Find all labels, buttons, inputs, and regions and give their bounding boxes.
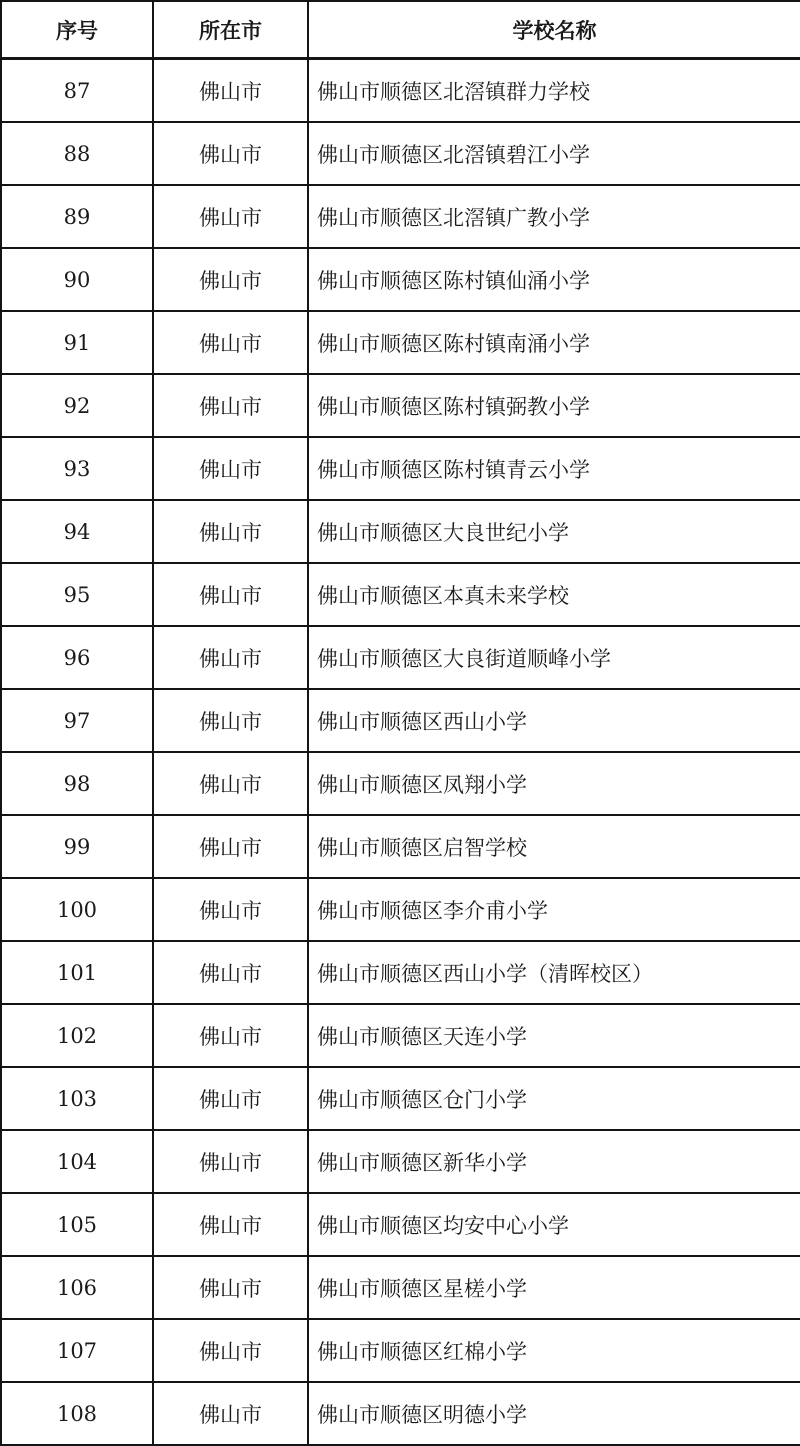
school-name-cell: 佛山市顺德区西山小学（清晖校区） bbox=[308, 941, 800, 1004]
header-row bbox=[1, 1, 800, 59]
header-cell-city: 所在市 bbox=[153, 1, 308, 59]
school-name-cell: 佛山市顺德区北滘镇群力学校 bbox=[308, 59, 800, 123]
table-row bbox=[1, 59, 800, 123]
city-cell: 佛山市 bbox=[153, 941, 308, 1004]
school-name-cell: 佛山市顺德区陈村镇仙涌小学 bbox=[308, 248, 800, 311]
row-number-cell: 87 bbox=[1, 59, 153, 123]
school-name-cell: 佛山市顺德区李介甫小学 bbox=[308, 878, 800, 941]
city-cell: 佛山市 bbox=[153, 1319, 308, 1382]
city-cell: 佛山市 bbox=[153, 59, 308, 123]
school-name-cell: 佛山市顺德区启智学校 bbox=[308, 815, 800, 878]
city-cell: 佛山市 bbox=[153, 1256, 308, 1319]
table-row bbox=[1, 1256, 800, 1319]
city-cell: 佛山市 bbox=[153, 248, 308, 311]
table-body bbox=[1, 59, 800, 1446]
row-number-cell: 101 bbox=[1, 941, 153, 1004]
school-name-cell: 佛山市顺德区本真未来学校 bbox=[308, 563, 800, 626]
row-number-cell: 103 bbox=[1, 1067, 153, 1130]
table-row bbox=[1, 941, 800, 1004]
city-cell: 佛山市 bbox=[153, 815, 308, 878]
row-number-cell: 93 bbox=[1, 437, 153, 500]
school-name-cell: 佛山市顺德区星槎小学 bbox=[308, 1256, 800, 1319]
school-name-cell: 佛山市顺德区红棉小学 bbox=[308, 1319, 800, 1382]
row-number-cell: 92 bbox=[1, 374, 153, 437]
school-name-cell: 佛山市顺德区新华小学 bbox=[308, 1130, 800, 1193]
row-number-cell: 91 bbox=[1, 311, 153, 374]
city-cell: 佛山市 bbox=[153, 500, 308, 563]
row-number-cell: 100 bbox=[1, 878, 153, 941]
table-row bbox=[1, 878, 800, 941]
table-row bbox=[1, 626, 800, 689]
table-row bbox=[1, 752, 800, 815]
row-number-cell: 98 bbox=[1, 752, 153, 815]
table-row bbox=[1, 563, 800, 626]
school-name-cell: 佛山市顺德区西山小学 bbox=[308, 689, 800, 752]
city-cell: 佛山市 bbox=[153, 311, 308, 374]
table-row bbox=[1, 815, 800, 878]
header-cell-no: 序号 bbox=[1, 1, 153, 59]
row-number-cell: 105 bbox=[1, 1193, 153, 1256]
city-cell: 佛山市 bbox=[153, 122, 308, 185]
table-row bbox=[1, 437, 800, 500]
city-cell: 佛山市 bbox=[153, 1067, 308, 1130]
row-number-cell: 95 bbox=[1, 563, 153, 626]
city-cell: 佛山市 bbox=[153, 1130, 308, 1193]
school-name-cell: 佛山市顺德区陈村镇青云小学 bbox=[308, 437, 800, 500]
city-cell: 佛山市 bbox=[153, 1382, 308, 1445]
row-number-cell: 99 bbox=[1, 815, 153, 878]
row-number-cell: 104 bbox=[1, 1130, 153, 1193]
school-name-cell: 佛山市顺德区凤翔小学 bbox=[308, 752, 800, 815]
row-number-cell: 107 bbox=[1, 1319, 153, 1382]
city-cell: 佛山市 bbox=[153, 1004, 308, 1067]
school-name-cell: 佛山市顺德区大良世纪小学 bbox=[308, 500, 800, 563]
row-number-cell: 88 bbox=[1, 122, 153, 185]
header-cell-school: 学校名称 bbox=[308, 1, 800, 59]
table-row bbox=[1, 1382, 800, 1445]
city-cell: 佛山市 bbox=[153, 689, 308, 752]
city-cell: 佛山市 bbox=[153, 185, 308, 248]
city-cell: 佛山市 bbox=[153, 878, 308, 941]
school-name-cell: 佛山市顺德区均安中心小学 bbox=[308, 1193, 800, 1256]
school-name-cell: 佛山市顺德区北滘镇碧江小学 bbox=[308, 122, 800, 185]
city-cell: 佛山市 bbox=[153, 752, 308, 815]
row-number-cell: 94 bbox=[1, 500, 153, 563]
table-row bbox=[1, 122, 800, 185]
school-name-cell: 佛山市顺德区明德小学 bbox=[308, 1382, 800, 1445]
city-cell: 佛山市 bbox=[153, 437, 308, 500]
row-number-cell: 108 bbox=[1, 1382, 153, 1445]
table-row bbox=[1, 1004, 800, 1067]
table-row bbox=[1, 248, 800, 311]
table-row bbox=[1, 185, 800, 248]
table-row bbox=[1, 1130, 800, 1193]
city-cell: 佛山市 bbox=[153, 1193, 308, 1256]
row-number-cell: 90 bbox=[1, 248, 153, 311]
city-cell: 佛山市 bbox=[153, 563, 308, 626]
table-header bbox=[1, 1, 800, 59]
school-name-cell: 佛山市顺德区北滘镇广教小学 bbox=[308, 185, 800, 248]
city-cell: 佛山市 bbox=[153, 374, 308, 437]
table-row bbox=[1, 374, 800, 437]
table-row bbox=[1, 311, 800, 374]
table-row bbox=[1, 500, 800, 563]
row-number-cell: 96 bbox=[1, 626, 153, 689]
school-name-cell: 佛山市顺德区陈村镇南涌小学 bbox=[308, 311, 800, 374]
row-number-cell: 89 bbox=[1, 185, 153, 248]
school-name-cell: 佛山市顺德区天连小学 bbox=[308, 1004, 800, 1067]
city-cell: 佛山市 bbox=[153, 626, 308, 689]
table-row bbox=[1, 689, 800, 752]
row-number-cell: 106 bbox=[1, 1256, 153, 1319]
table-row bbox=[1, 1319, 800, 1382]
school-name-cell: 佛山市顺德区陈村镇弼教小学 bbox=[308, 374, 800, 437]
school-name-cell: 佛山市顺德区大良街道顺峰小学 bbox=[308, 626, 800, 689]
row-number-cell: 97 bbox=[1, 689, 153, 752]
table-row bbox=[1, 1193, 800, 1256]
school-name-cell: 佛山市顺德区仓门小学 bbox=[308, 1067, 800, 1130]
row-number-cell: 102 bbox=[1, 1004, 153, 1067]
table-row bbox=[1, 1067, 800, 1130]
